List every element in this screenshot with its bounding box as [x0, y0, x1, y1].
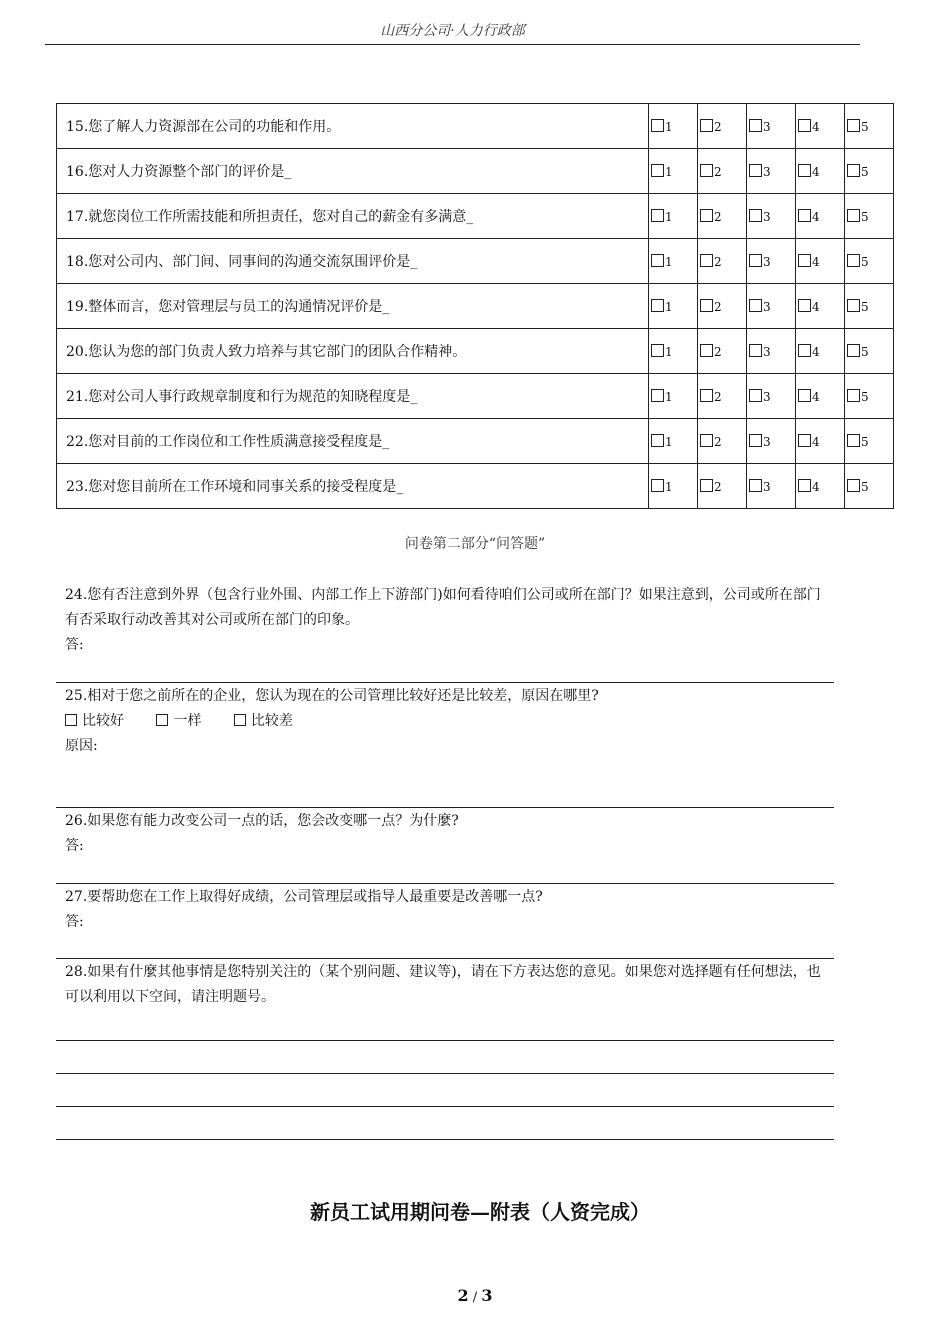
answer-line[interactable] — [56, 682, 834, 683]
question-28-block — [56, 960, 834, 1010]
answer-line[interactable] — [56, 883, 834, 884]
rating-option[interactable]: 1 — [649, 464, 698, 509]
checkbox-icon[interactable] — [847, 164, 860, 177]
answer-line[interactable] — [56, 1040, 834, 1041]
rating-option[interactable]: 3 — [747, 284, 796, 329]
checkbox-icon[interactable] — [847, 344, 860, 357]
checkbox-icon[interactable] — [700, 119, 713, 132]
answer-label: 答: — [65, 637, 84, 653]
checkbox-icon[interactable] — [700, 164, 713, 177]
checkbox-icon[interactable] — [798, 209, 811, 222]
rating-option[interactable]: 5 — [845, 374, 894, 419]
rating-option[interactable]: 1 — [649, 419, 698, 464]
question-25-choices — [56, 709, 834, 734]
rating-option[interactable]: 5 — [845, 464, 894, 509]
checkbox-icon[interactable] — [651, 479, 664, 492]
table-row — [57, 374, 894, 419]
answer-line[interactable] — [56, 1139, 834, 1140]
checkbox-icon[interactable] — [798, 119, 811, 132]
part-two-title: 问卷第二部分“问答题” — [404, 536, 546, 552]
rating-option[interactable]: 5 — [845, 419, 894, 464]
rating-option[interactable]: 1 — [649, 284, 698, 329]
rating-option[interactable]: 3 — [747, 329, 796, 374]
rating-option[interactable]: 4 — [796, 104, 845, 149]
rating-option[interactable]: 4 — [796, 194, 845, 239]
table-row — [57, 149, 894, 194]
rating-option[interactable]: 4 — [796, 419, 845, 464]
question-text: 18.您对公司内、部门间、同事间的沟通交流氛围评价是_ — [57, 239, 649, 284]
rating-option[interactable]: 3 — [747, 374, 796, 419]
checkbox-icon[interactable] — [651, 344, 664, 357]
page-number: 2 / 3 — [457, 1286, 493, 1305]
answer-line[interactable] — [56, 958, 834, 959]
rating-option[interactable]: 1 — [649, 329, 698, 374]
checkbox-icon[interactable] — [798, 389, 811, 402]
rating-option[interactable]: 3 — [747, 194, 796, 239]
answer-label: 答: — [65, 914, 84, 930]
checkbox-icon[interactable] — [651, 389, 664, 402]
checkbox-icon[interactable] — [798, 254, 811, 267]
rating-option[interactable]: 2 — [698, 329, 747, 374]
rating-option[interactable]: 2 — [698, 284, 747, 329]
rating-option[interactable]: 1 — [649, 374, 698, 419]
rating-option[interactable]: 4 — [796, 239, 845, 284]
rating-option[interactable]: 5 — [845, 239, 894, 284]
rating-option[interactable]: 4 — [796, 329, 845, 374]
choice-better[interactable]: 比较好 — [65, 709, 124, 734]
rating-option[interactable]: 3 — [747, 419, 796, 464]
checkbox-icon[interactable] — [234, 714, 246, 726]
question-25-block — [56, 684, 834, 759]
table-row — [57, 104, 894, 149]
table-row — [57, 194, 894, 239]
checkbox-icon[interactable] — [847, 479, 860, 492]
checkbox-icon[interactable] — [700, 299, 713, 312]
rating-option[interactable]: 4 — [796, 374, 845, 419]
rating-option[interactable]: 1 — [649, 104, 698, 149]
question-24-block — [56, 583, 834, 658]
checkbox-icon[interactable] — [651, 209, 664, 222]
table-row — [57, 284, 894, 329]
checkbox-icon[interactable] — [749, 434, 762, 447]
checkbox-icon[interactable] — [798, 299, 811, 312]
rating-option[interactable]: 3 — [747, 464, 796, 509]
rating-option[interactable]: 4 — [796, 464, 845, 509]
checkbox-icon[interactable] — [651, 434, 664, 447]
checkbox-icon[interactable] — [847, 299, 860, 312]
question-27-text: 27.要帮助您在工作上取得好成绩，公司管理层或指导人最重要是改善哪一点? — [65, 889, 543, 905]
checkbox-icon[interactable] — [700, 434, 713, 447]
question-text: 19.整体而言，您对管理层与员工的沟通情况评价是_ — [57, 284, 649, 329]
rating-option[interactable]: 4 — [796, 149, 845, 194]
table-row — [57, 464, 894, 509]
checkbox-icon[interactable] — [749, 344, 762, 357]
checkbox-icon[interactable] — [847, 434, 860, 447]
question-text: 17.就您岗位工作所需技能和所担责任，您对自己的薪金有多满意_ — [57, 194, 649, 239]
table-row — [57, 329, 894, 374]
rating-option[interactable]: 5 — [845, 284, 894, 329]
question-text: 22.您对目前的工作岗位和工作性质满意接受程度是_ — [57, 419, 649, 464]
rating-option[interactable]: 5 — [845, 194, 894, 239]
question-text: 15.您了解人力资源部在公司的功能和作用。 — [57, 104, 649, 149]
rating-option[interactable]: 4 — [796, 284, 845, 329]
checkbox-icon[interactable] — [798, 344, 811, 357]
checkbox-icon[interactable] — [651, 254, 664, 267]
rating-option[interactable]: 2 — [698, 149, 747, 194]
header-title: 山西分公司·人力行政部 — [380, 23, 525, 39]
rating-table — [56, 103, 894, 509]
checkbox-icon[interactable] — [700, 209, 713, 222]
checkbox-icon[interactable] — [700, 344, 713, 357]
rating-option[interactable]: 2 — [698, 464, 747, 509]
question-27-block — [56, 885, 834, 935]
rating-option[interactable]: 1 — [649, 149, 698, 194]
checkbox-icon[interactable] — [749, 119, 762, 132]
question-text: 21.您对公司人事行政规章制度和行为规范的知晓程度是_ — [57, 374, 649, 419]
rating-option[interactable]: 5 — [845, 149, 894, 194]
checkbox-icon[interactable] — [700, 389, 713, 402]
checkbox-icon[interactable] — [700, 254, 713, 267]
checkbox-icon[interactable] — [749, 299, 762, 312]
answer-line[interactable] — [56, 807, 834, 808]
rating-option[interactable]: 2 — [698, 239, 747, 284]
rating-option[interactable]: 2 — [698, 104, 747, 149]
checkbox-icon[interactable] — [749, 164, 762, 177]
rating-option[interactable]: 5 — [845, 329, 894, 374]
checkbox-icon[interactable] — [156, 714, 168, 726]
answer-label: 答: — [65, 838, 84, 854]
rating-option[interactable]: 1 — [649, 194, 698, 239]
question-text: 16.您对人力资源整个部门的评价是_ — [57, 149, 649, 194]
answer-line[interactable] — [56, 1073, 834, 1074]
choice-worse[interactable]: 比较差 — [234, 709, 293, 734]
checkbox-icon[interactable] — [749, 389, 762, 402]
question-text: 23.您对您目前所在工作环境和同事关系的接受程度是_ — [57, 464, 649, 509]
question-text: 20.您认为您的部门负责人致力培养与其它部门的团队合作精神。 — [57, 329, 649, 374]
rating-option[interactable]: 5 — [845, 104, 894, 149]
question-24-text: 24.您有否注意到外界（包含行业外围、内部工作上下游部门)如何看待咱们公司或所在部门？如果注意到，公司或所在部门有否采取行动改善其对公司或所在部门的印象。 — [65, 587, 821, 628]
checkbox-icon[interactable] — [651, 164, 664, 177]
appendix-title: 新员工试用期问卷—附表（人资完成） — [310, 1200, 650, 1224]
question-28-text: 28.如果有什麼其他事情是您特别关注的（某个别问题、建议等)，请在下方表达您的意见。如果您对选择题有任何想法，也可以利用以下空间，请注明题号。 — [65, 964, 821, 1005]
checkbox-icon[interactable] — [847, 209, 860, 222]
rating-option[interactable]: 3 — [747, 104, 796, 149]
rating-option[interactable]: 3 — [747, 149, 796, 194]
question-26-text: 26.如果您有能力改变公司一点的话，您会改变哪一点？为什麼? — [65, 813, 459, 829]
checkbox-icon[interactable] — [65, 714, 77, 726]
table-row — [57, 419, 894, 464]
rating-option[interactable]: 2 — [698, 419, 747, 464]
rating-option[interactable]: 2 — [698, 374, 747, 419]
table-row — [57, 239, 894, 284]
checkbox-icon[interactable] — [651, 119, 664, 132]
checkbox-icon[interactable] — [847, 389, 860, 402]
question-25-text: 25.相对于您之前所在的企业，您认为现在的公司管理比较好还是比较差，原因在哪里? — [65, 688, 599, 704]
rating-option[interactable]: 1 — [649, 239, 698, 284]
choice-same[interactable]: 一样 — [156, 709, 201, 734]
checkbox-icon[interactable] — [749, 479, 762, 492]
checkbox-icon[interactable] — [798, 434, 811, 447]
checkbox-icon[interactable] — [749, 254, 762, 267]
checkbox-icon[interactable] — [749, 209, 762, 222]
checkbox-icon[interactable] — [798, 164, 811, 177]
checkbox-icon[interactable] — [847, 119, 860, 132]
checkbox-icon[interactable] — [651, 299, 664, 312]
page-header — [45, 18, 860, 45]
checkbox-icon[interactable] — [798, 479, 811, 492]
rating-option[interactable]: 3 — [747, 239, 796, 284]
rating-option[interactable]: 2 — [698, 194, 747, 239]
checkbox-icon[interactable] — [700, 479, 713, 492]
question-26-block — [56, 809, 834, 859]
reason-label: 原因: — [65, 738, 98, 754]
answer-line[interactable] — [56, 1106, 834, 1107]
checkbox-icon[interactable] — [847, 254, 860, 267]
